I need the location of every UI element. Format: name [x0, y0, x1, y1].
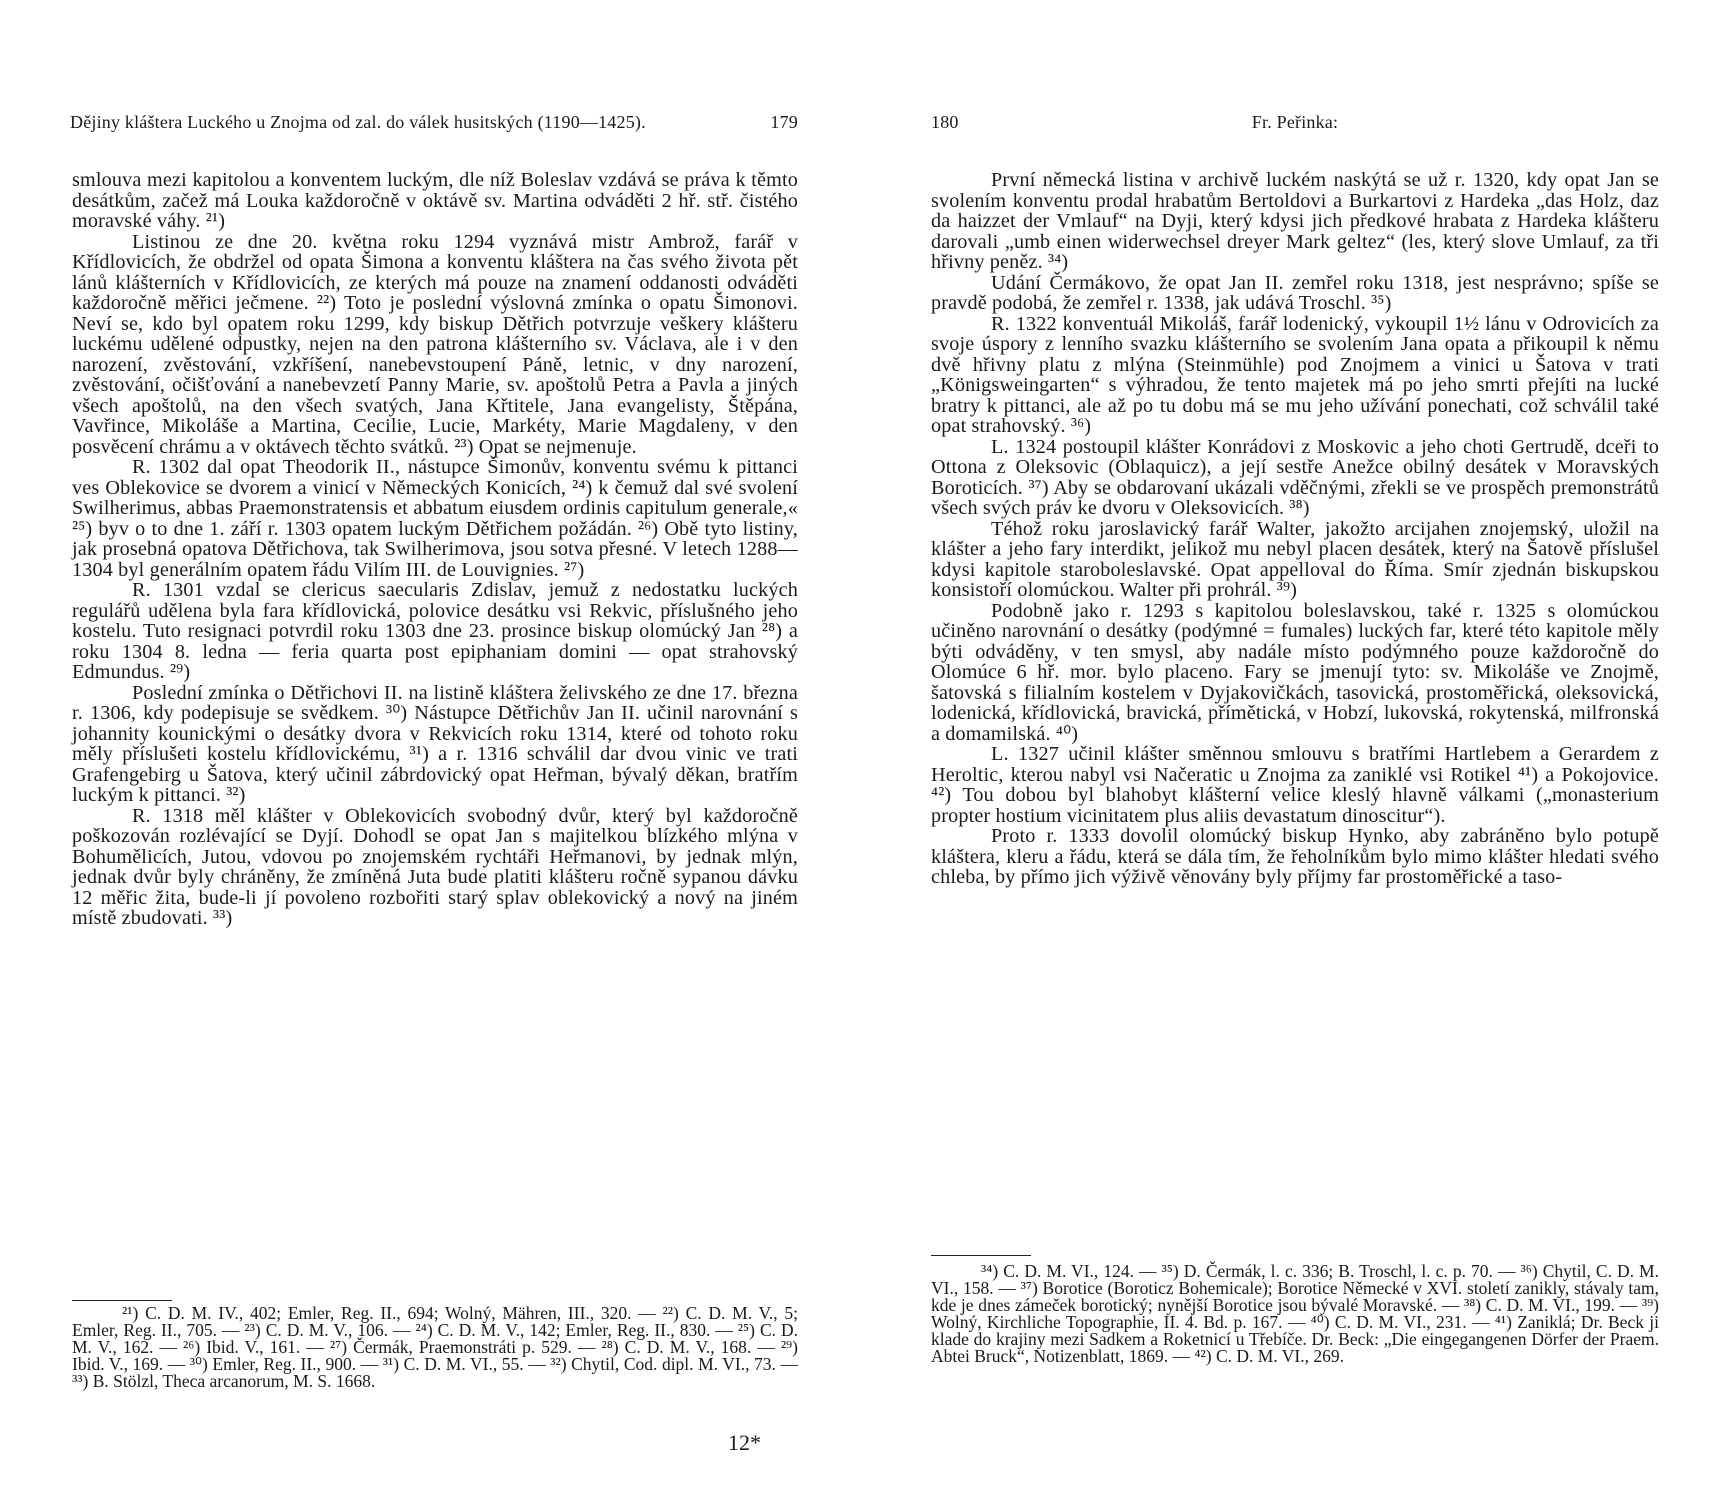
paragraph: L. 1327 učinil klášter směnnou smlouvu s bratřími Hartlebem a Gerardem z Heroltic, kterou nabyl vsi Načeratic u Znojma za zaniklé vsi Rotikel ⁴¹) a Pokojovice. ⁴²) Tou dobou byl blahobyt klášterní velice kleslý hlavně válkami („monasterium propter hostium vicinitatem plus aliis devastatum dinoscitur“). — [931, 743, 1659, 827]
page-number: 180 — [931, 112, 959, 132]
running-author: Fr. Peřinka: — [1251, 112, 1339, 132]
paragraph: R. 1322 konventuál Mikoláš, farář lodenický, vykoupil 1½ lánu v Odrovicích za svoje úspory z lenního svazku klášterního se svolením Jana opata a přikoupil k němu dvě hřivny platu z mlýna (Steinmühle) pod Znojmem a vinici u Šatova v trati „Königsweingarten“ s výhradou, že tento majetek má po jeho smrti přejíti na lucké bratry k pittanci, ale až po tu dobu má se mu jeho užívání ponechati, což schválil také opat strahovský. ³⁶) — [931, 312, 1659, 437]
paragraph: Listinou ze dne 20. května roku 1294 vyznává mistr Ambrož, farář v Křídlovicích, že obdržel od opata Šimona a konventu kláštera na čas svého života pět lánů klášterních v Křídlovicích, ze kterých má pouze na znamení oddanosti odváděti každoročně měřici ječmene. ²²) Toto je poslední výslovná zmínka o opatu Šimonovi. Neví se, kdo byl opatem roku 1299, kdy biskup Dětřich potvrzuje veškery klášteru luckému udělené odpustky, nejen na den patrona klášterního sv. Václava, ale i v den narození, zvěstování, vzkříšení, nanebevstoupení Páně, letnic, v dny narození, zvěstování, očišťování a nanebevzetí Panny Marie, sv. apoštolů Petra a Pavla a jiných všech apoštolů, na den všech svatých, Jana Křtitele, Jana evangelisty, Štěpána, Vavřince, Mikoláše a Martina, Cecilie, Lucie, Markéty, Marie Magdaleny, v den posvěcení chrámu a v oktávech těchto svátků. ²³) Opat se nejmenuje. — [72, 230, 798, 458]
paragraph: Téhož roku jaroslavický farář Walter, jakožto arcijahen znojemský, uložil na klášter a jeho fary interdikt, jelikož mu nebyl placen desátek, který na Šatově příslušel kdysi kapitole staroboleslavské. Opat appelloval do Říma. Smír zjednán biskupskou konsistoří olomúckou. Walter při prohrál. ³⁹) — [931, 517, 1659, 601]
paragraph: První německá listina v archivě luckém naskýtá se už r. 1320, kdy opat Jan se svolením konventu prodal hrabatům Bertoldovi a Burkartovi z Hardeka „das Holz, daz da haizzet der Vmlauf“ na Dyji, který kdysi jich předkové hrabata z Hardeka klášteru darovali „umb einen widerwechsel dreyer Mark geltez“ (les, který slove Umlauf, za tři hřivny peněz. ³⁴) — [931, 169, 1659, 273]
body-text — [72, 170, 798, 929]
running-header — [70, 112, 798, 136]
signature-mark: 12* — [728, 1430, 761, 1455]
footnotes — [931, 1263, 1659, 1365]
paragraph: R. 1318 měl klášter v Oblekovicích svobodný dvůr, který byl každoročně poškozován rozlévající se Dyjí. Dohodl se opat Jan s majitelkou blízkého mlýna v Bohumělicích, Jutou, vdovou po znojemském rychtáři Heřmanovi, by jednak mlýn, jednak dvůr byly chráněny, že zmíněná Juta bude platiti klášteru ročně sypanou dávku 12 měřic žita, bude-li jí povoleno rozbořiti starý splav oblekovický a nový na jiném místě zbudovati. ³³) — [72, 804, 798, 929]
footnote-text: ²¹) C. D. M. IV., 402; Emler, Reg. II., 694; Wolný, Mähren, III., 320. — ²²) C. D. M. V., 5; Emler, Reg. II., 705. — ²³) C. D. M. V., 106. — ²⁴) C. D. M. V., 142; Emler, Reg. II., 830. — ²⁵) C. D. M. V., 162. — ²⁶) Ibid. V., 161. — ²⁷) Čermák, Praemonstráti p. 529. — ²⁸) C. D. M. V., 168. — ²⁹) Ibid. V., 169. — ³⁰) Emler, Reg. II., 900. — ³¹) C. D. M. VI., 55. — ³²) Chytil, Cod. dipl. M. VI., 73. — ³³) B. Stölzl, Theca arcanorum, M. S. 1668. — [72, 1303, 798, 1391]
footnote-rule — [72, 1300, 172, 1301]
footnotes — [72, 1305, 798, 1390]
paragraph: Proto r. 1333 dovolil olomúcký biskup Hynko, aby zabráněno bylo potupě kláštera, kleru a řádu, která se dála tím, že řeholníkům bylo mimo klášter hledati svého chleba, by přímo jich výživě věnovány byly příjmy far prostoměřické a taso- — [931, 825, 1659, 888]
paragraph: R. 1301 vzdal se clericus saecularis Zdislav, jemuž z nedostatku luckých regulářů udělena byla fara křídlovická, polovice desátku vsi Rekvic, příslušného jeho kostelu. Tuto resignaci potvrdil roku 1303 dne 23. prosince biskup olomúcký Jan ²⁸) a roku 1304 8. ledna — feria quarta post epiphaniam domini — opat strahovský Edmundus. ²⁹) — [72, 579, 798, 683]
footnote-text: ³⁴) C. D. M. VI., 124. — ³⁵) D. Čermák, l. c. 336; B. Troschl, l. c. p. 70. — ³⁶) Chytil, C. D. M. VI., 158. — ³⁷) Borotice (Boroticz Bohemicale); Borotice Německé v XVI. století zanikly, stávaly tam, kde je dnes zámeček borotický; nynější Borotice jsou bývalé Moravské. — ³⁸) C. D. M. VI., 199. — ³⁹) Wolný, Kirchliche Topographie, II. 4. Bd. p. 167. — ⁴⁰) C. D. M. VI., 231. — ⁴¹) Zaniklá; Dr. Beck ji klade do krajiny mezi Sadkem a Roketnicí u Třebíče. Dr. Beck: „Die eingegangenen Dörfer der Praem. Abtei Bruck“, Notizenblatt, 1869. — ⁴²) C. D. M. VI., 269. — [931, 1261, 1659, 1366]
page-number: 179 — [770, 112, 798, 132]
paragraph: smlouva mezi kapitolou a konventem luckým, dle níž Boleslav vzdává se práva k těmto desátkům, začež má Louka každoročně v oktávě sv. Martina odváděti 2 hř. stř. čistého moravské váhy. ²¹) — [72, 169, 798, 232]
body-text — [931, 170, 1659, 888]
paragraph: L. 1324 postoupil klášter Konrádovi z Moskovic a jeho choti Gertrudě, dceři to Ottona z Oleksovic (Oblaquicz), a její sestře Anežce obilný desátek v Moravských Boroticích. ³⁷) Aby se obdarovaní ukázali vděčnými, zřekli se ve prospěch premonstrátů všech svých práv ke dvoru v Oleksovicích. ³⁸) — [931, 435, 1659, 519]
paragraph: Udání Čermákovo, že opat Jan II. zemřel roku 1318, jest nesprávno; spíše se pravdě podobá, že zemřel r. 1338, jak udává Troschl. ³⁵) — [931, 271, 1659, 314]
paragraph: Poslední zmínka o Dětřichovi II. na listině kláštera želivského ze dne 17. března r. 1306, kdy podepisuje se svědkem. ³⁰) Nástupce Dětřichův Jan II. učinil narovnání s johannity kounickými o desátky dvora v Rekvicích roku 1314, které od tohoto roku měly příslušeti kostelu křídlovickému, ³¹) a r. 1316 schválil dar dvou vinic ve trati Grafengebirg u Šatova, který učinil zábrdovický opat Heřman, bývalý děkan, bratřím luckým k pittanci. ³²) — [72, 681, 798, 806]
running-header — [931, 112, 1659, 136]
footnote-rule — [931, 1255, 1031, 1256]
paragraph: Podobně jako r. 1293 s kapitolou boleslavskou, také r. 1325 s olomúckou učiněno narovnání o desátky (podýmné = fumales) luckých far, které této kapitole měly býti odváděny, v ten smysl, aby nadále místo podýmného pouze každoročně do Olomúce 6 hř. mor. bylo placeno. Fary se jmenují tyto: sv. Mikoláše ve Znojmě, šatovská s filialním kostelem v Dyjakovičkách, tasovická, prostoměřická, oleksovická, lodenická, křídlovická, bravická, přímětická, v Hobzí, lukovská, rokytenská, milfronská a domamilská. ⁴⁰) — [931, 599, 1659, 745]
right-page — [859, 0, 1718, 1500]
paragraph: R. 1302 dal opat Theodorik II., nástupce Šimonův, konventu svému k pittanci ves Oblekovice se dvorem a vinicí v Německých Konicích, ²⁴) k čemuž dal své svolení Swilherimus, abbas Praemonstratensis et abbatum eiusdem ordinis capitulum generale,« ²⁵) byv o to dne 1. září r. 1303 opatem luckým Dětřichem požádán. ²⁶) Obě tyto listiny, jak prosebná opatova Dětřichova, tak Swilherimova, jsou sotva přesné. V letech 1288—1304 byl generálním opatem řádu Vilím III. de Louvignies. ²⁷) — [72, 456, 798, 581]
running-title: Dějiny kláštera Luckého u Znojma od zal. do válek husitských (1190—1425). — [70, 112, 646, 132]
